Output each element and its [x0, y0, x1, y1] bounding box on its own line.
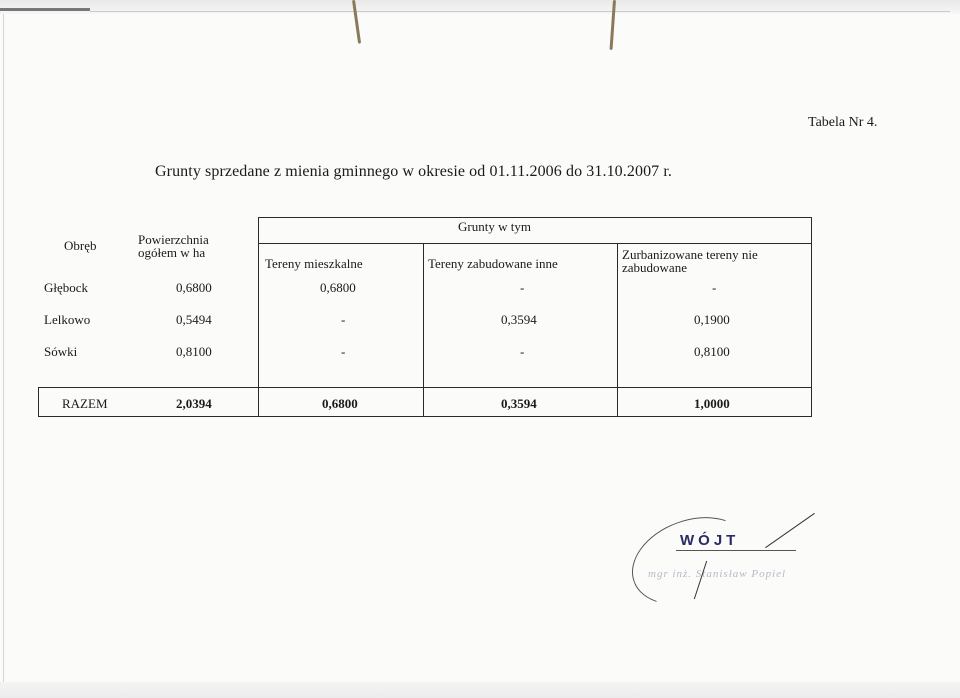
cell-powierzchnia: 0,8100 — [176, 344, 212, 359]
scan-artifact-line — [90, 11, 950, 12]
table-border-left — [38, 387, 39, 417]
stamp-line — [676, 550, 796, 551]
page-bottom-edge — [0, 682, 960, 698]
cell-mieszkalne: - — [341, 344, 346, 359]
table-border-right — [811, 217, 812, 417]
cell-zabudowane: - — [520, 344, 525, 359]
cell-powierzchnia: 0,5494 — [176, 312, 212, 327]
cell-obreb: Sówki — [44, 344, 78, 359]
header-powierzchnia-unit: ogółem w ha — [138, 245, 206, 260]
cell-zurbanizowane: - — [712, 280, 717, 295]
cell-zurbanizowane: 0,8100 — [694, 344, 730, 359]
header-grunty-w-tym: Grunty w tym — [458, 219, 531, 234]
table-col-divider — [617, 243, 618, 417]
header-zurbanizowane: Zurbanizowane tereny nie — [622, 247, 758, 262]
cell-mieszkalne: - — [341, 312, 346, 327]
scan-artifact-line — [0, 8, 90, 11]
table-label: Tabela Nr 4. — [808, 115, 878, 130]
total-zurbanizowane: 1,0000 — [694, 396, 730, 411]
cell-obreb: Głębock — [44, 280, 89, 295]
cell-zabudowane: 0,3594 — [501, 312, 537, 327]
table-total-divider — [38, 387, 812, 388]
signature-loop — [620, 502, 763, 621]
document-title: Grunty sprzedane z mienia gminnego w okresie od 01.11.2006 do 31.10.2007 r. — [155, 163, 673, 180]
table-border-top — [258, 217, 812, 218]
header-tereny-zabudowane: Tereny zabudowane inne — [428, 256, 558, 271]
table-group-divider — [258, 243, 812, 244]
total-mieszkalne: 0,6800 — [322, 396, 358, 411]
cell-zabudowane: - — [520, 280, 525, 295]
total-label: RAZEM — [62, 396, 108, 411]
cell-powierzchnia: 0,6800 — [176, 280, 212, 295]
page-left-edge — [3, 14, 4, 698]
table-border-bottom — [38, 416, 812, 417]
cell-obreb: Lelkowo — [44, 312, 91, 327]
table-col-divider — [258, 217, 259, 417]
header-obreb: Obręb — [64, 238, 97, 253]
total-zabudowane: 0,3594 — [501, 396, 537, 411]
cell-zurbanizowane: 0,1900 — [694, 312, 730, 327]
cell-mieszkalne: 0,6800 — [320, 280, 356, 295]
stamp-title: WÓJT — [680, 532, 740, 549]
header-powierzchnia: Powierzchnia — [138, 232, 209, 247]
total-powierzchnia: 2,0394 — [176, 396, 212, 411]
header-zurbanizowane-cont: zabudowane — [622, 260, 687, 275]
stamp-signer-name: mgr inż. Stanisław Popiel — [648, 568, 787, 580]
table-col-divider — [423, 243, 424, 417]
header-tereny-mieszkalne: Tereny mieszkalne — [265, 256, 363, 271]
signature-stroke — [765, 513, 815, 548]
